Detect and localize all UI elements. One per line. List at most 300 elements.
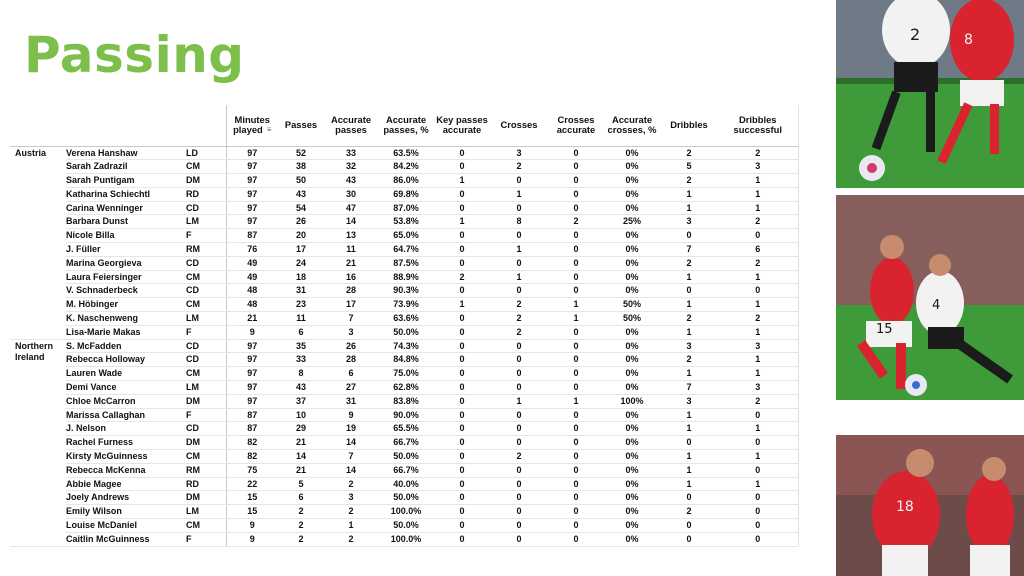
table-row [10,312,798,326]
player-name: Nicole Billa [66,229,186,243]
cell-accurate-crosses-pct: 0% [604,408,660,422]
table-row [10,298,798,312]
cell-passes: 37 [278,394,324,408]
team-name: Austria [10,146,66,339]
cell-crosses-accurate: 0 [548,422,604,436]
cell-dribbles-successful: 3 [718,339,798,353]
cell-crosses: 0 [490,477,548,491]
cell-crosses-accurate: 1 [548,312,604,326]
cell-passes: 54 [278,201,324,215]
header-accurate-crosses-pct[interactable]: Accurate crosses, % [604,105,660,146]
cell-crosses: 2 [490,450,548,464]
cell-accurate-crosses-pct: 0% [604,201,660,215]
cell-passes: 2 [278,532,324,546]
player-position: CD [186,201,226,215]
cell-crosses-accurate: 0 [548,505,604,519]
player-name: J. Nelson [66,422,186,436]
table-header [10,105,798,146]
cell-minutes-played: 9 [226,519,278,533]
cell-key-passes-accurate: 1 [434,174,490,188]
header-key-passes-accurate[interactable]: Key passes accurate [434,105,490,146]
header-crosses[interactable]: Crosses [490,105,548,146]
cell-accurate-passes-pct: 53.8% [378,215,434,229]
cell-accurate-passes-pct: 75.0% [378,367,434,381]
table-row [10,174,798,188]
cell-dribbles: 2 [660,312,718,326]
table-row [10,491,798,505]
cell-dribbles: 1 [660,408,718,422]
table-row [10,532,798,546]
table-row [10,270,798,284]
cell-crosses-accurate: 0 [548,229,604,243]
cell-key-passes-accurate: 0 [434,201,490,215]
cell-crosses-accurate: 0 [548,256,604,270]
cell-accurate-crosses-pct: 0% [604,284,660,298]
player-position: CD [186,422,226,436]
cell-accurate-passes-pct: 84.2% [378,160,434,174]
cell-crosses: 0 [490,174,548,188]
table-row [10,229,798,243]
cell-passes: 2 [278,519,324,533]
cell-accurate-crosses-pct: 0% [604,367,660,381]
player-name: Louise McDaniel [66,519,186,533]
player-name: Rachel Furness [66,436,186,450]
cell-accurate-crosses-pct: 0% [604,243,660,257]
cell-dribbles-successful: 1 [718,270,798,284]
passing-table [10,105,798,547]
cell-minutes-played: 48 [226,298,278,312]
cell-accurate-passes: 21 [324,256,378,270]
cell-crosses: 0 [490,201,548,215]
cell-crosses: 2 [490,312,548,326]
cell-dribbles-successful: 1 [718,422,798,436]
header-accurate-passes[interactable]: Accurate passes [324,105,378,146]
player-name: Lauren Wade [66,367,186,381]
cell-minutes-played: 97 [226,394,278,408]
cell-accurate-passes: 2 [324,532,378,546]
cell-accurate-crosses-pct: 0% [604,532,660,546]
cell-accurate-crosses-pct: 0% [604,229,660,243]
player-name: Marissa Callaghan [66,408,186,422]
cell-passes: 21 [278,463,324,477]
cell-dribbles-successful: 2 [718,146,798,160]
cell-passes: 52 [278,146,324,160]
cell-crosses: 0 [490,422,548,436]
cell-dribbles-successful: 1 [718,187,798,201]
cell-key-passes-accurate: 0 [434,256,490,270]
header-team [10,105,66,146]
cell-crosses: 0 [490,381,548,395]
player-name: Katharina Schiechtl [66,187,186,201]
cell-accurate-passes: 19 [324,422,378,436]
player-position: CM [186,160,226,174]
table-row [10,284,798,298]
player-position: LM [186,312,226,326]
cell-accurate-passes-pct: 63.6% [378,312,434,326]
cell-minutes-played: 76 [226,243,278,257]
table-row [10,160,798,174]
player-name: Emily Wilson [66,505,186,519]
jersey-number: 15 [876,322,893,337]
cell-accurate-passes-pct: 73.9% [378,298,434,312]
cell-crosses: 0 [490,532,548,546]
cell-accurate-crosses-pct: 0% [604,450,660,464]
cell-dribbles: 1 [660,298,718,312]
table-row [10,381,798,395]
player-name: Sarah Puntigam [66,174,186,188]
cell-passes: 43 [278,381,324,395]
cell-crosses-accurate: 0 [548,353,604,367]
cell-passes: 10 [278,408,324,422]
cell-dribbles: 2 [660,174,718,188]
player-position: CM [186,270,226,284]
player-position: DM [186,436,226,450]
table-row [10,353,798,367]
cell-passes: 6 [278,491,324,505]
cell-crosses-accurate: 0 [548,187,604,201]
cell-accurate-crosses-pct: 0% [604,325,660,339]
sort-icon[interactable]: ≡ [266,125,272,135]
cell-crosses-accurate: 0 [548,463,604,477]
player-position: LM [186,381,226,395]
cell-minutes-played: 97 [226,367,278,381]
cell-dribbles-successful: 1 [718,450,798,464]
header-passes[interactable]: Passes [278,105,324,146]
header-minutes-played[interactable]: Minutes played ≡ [226,105,278,146]
cell-dribbles: 1 [660,201,718,215]
cell-passes: 43 [278,187,324,201]
player-name: Abbie Magee [66,477,186,491]
table-row [10,339,798,353]
cell-crosses: 0 [490,408,548,422]
header-crosses-accurate[interactable]: Crosses accurate [548,105,604,146]
cell-accurate-crosses-pct: 0% [604,477,660,491]
cell-passes: 6 [278,325,324,339]
cell-accurate-passes-pct: 50.0% [378,450,434,464]
table-row [10,243,798,257]
cell-dribbles: 7 [660,243,718,257]
cell-dribbles-successful: 0 [718,284,798,298]
cell-minutes-played: 97 [226,146,278,160]
cell-crosses-accurate: 0 [548,339,604,353]
cell-minutes-played: 49 [226,270,278,284]
cell-dribbles: 2 [660,353,718,367]
cell-crosses-accurate: 0 [548,367,604,381]
player-name: Demi Vance [66,381,186,395]
cell-dribbles: 1 [660,477,718,491]
table-row [10,408,798,422]
cell-dribbles: 3 [660,215,718,229]
cell-accurate-passes-pct: 87.0% [378,201,434,215]
cell-minutes-played: 97 [226,353,278,367]
player-position: F [186,408,226,422]
cell-minutes-played: 75 [226,463,278,477]
player-position: LD [186,146,226,160]
cell-accurate-passes: 33 [324,146,378,160]
player-position: CD [186,353,226,367]
team-name: Northern Ireland [10,339,66,546]
cell-minutes-played: 15 [226,491,278,505]
table-row [10,463,798,477]
player-name: V. Schnaderbeck [66,284,186,298]
cell-minutes-played: 22 [226,477,278,491]
cell-minutes-played: 97 [226,201,278,215]
cell-dribbles-successful: 1 [718,201,798,215]
cell-passes: 50 [278,174,324,188]
cell-accurate-passes-pct: 64.7% [378,243,434,257]
player-position: DM [186,491,226,505]
cell-dribbles: 1 [660,450,718,464]
cell-crosses-accurate: 0 [548,408,604,422]
cell-minutes-played: 49 [226,256,278,270]
player-position: CM [186,298,226,312]
cell-crosses: 0 [490,229,548,243]
cell-accurate-passes-pct: 83.8% [378,394,434,408]
cell-key-passes-accurate: 0 [434,160,490,174]
table-row [10,187,798,201]
cell-crosses-accurate: 1 [548,394,604,408]
cell-crosses-accurate: 0 [548,532,604,546]
player-name: Joely Andrews [66,491,186,505]
cell-minutes-played: 82 [226,436,278,450]
cell-crosses: 1 [490,394,548,408]
cell-crosses: 0 [490,353,548,367]
cell-key-passes-accurate: 0 [434,284,490,298]
cell-dribbles-successful: 0 [718,229,798,243]
cell-dribbles-successful: 3 [718,160,798,174]
cell-crosses-accurate: 0 [548,450,604,464]
cell-accurate-passes-pct: 66.7% [378,463,434,477]
cell-accurate-passes-pct: 40.0% [378,477,434,491]
cell-crosses: 1 [490,270,548,284]
cell-crosses-accurate: 0 [548,491,604,505]
cell-dribbles-successful: 0 [718,436,798,450]
photo-match-tackle [836,195,1024,400]
player-name: Verena Hanshaw [66,146,186,160]
cell-crosses: 3 [490,146,548,160]
player-position: LM [186,505,226,519]
cell-accurate-passes: 9 [324,408,378,422]
cell-minutes-played: 97 [226,381,278,395]
jersey-number: 8 [964,32,973,48]
cell-accurate-passes-pct: 87.5% [378,256,434,270]
cell-passes: 18 [278,270,324,284]
cell-passes: 21 [278,436,324,450]
cell-dribbles: 0 [660,519,718,533]
cell-key-passes-accurate: 0 [434,353,490,367]
cell-dribbles-successful: 1 [718,325,798,339]
cell-passes: 8 [278,367,324,381]
cell-key-passes-accurate: 1 [434,215,490,229]
jersey-number: 2 [910,25,921,44]
cell-crosses-accurate: 0 [548,270,604,284]
cell-minutes-played: 87 [226,422,278,436]
page-title: Passing [24,26,245,84]
cell-minutes-played: 97 [226,187,278,201]
cell-dribbles: 1 [660,367,718,381]
cell-key-passes-accurate: 0 [434,532,490,546]
cell-minutes-played: 9 [226,325,278,339]
table-row [10,450,798,464]
cell-accurate-passes: 13 [324,229,378,243]
cell-accurate-passes: 43 [324,174,378,188]
cell-dribbles-successful: 2 [718,215,798,229]
cell-crosses: 1 [490,243,548,257]
cell-key-passes-accurate: 0 [434,463,490,477]
cell-accurate-passes-pct: 84.8% [378,353,434,367]
cell-dribbles: 2 [660,256,718,270]
cell-crosses: 0 [490,339,548,353]
cell-accurate-crosses-pct: 0% [604,519,660,533]
cell-dribbles: 3 [660,339,718,353]
cell-dribbles: 1 [660,463,718,477]
cell-key-passes-accurate: 2 [434,270,490,284]
cell-accurate-passes: 14 [324,436,378,450]
cell-accurate-passes-pct: 62.8% [378,381,434,395]
cell-accurate-crosses-pct: 0% [604,187,660,201]
cell-passes: 11 [278,312,324,326]
cell-accurate-passes: 2 [324,505,378,519]
cell-accurate-crosses-pct: 0% [604,505,660,519]
cell-accurate-passes-pct: 50.0% [378,519,434,533]
cell-minutes-played: 9 [226,532,278,546]
cell-accurate-passes-pct: 100.0% [378,505,434,519]
cell-accurate-crosses-pct: 50% [604,312,660,326]
cell-key-passes-accurate: 1 [434,298,490,312]
cell-key-passes-accurate: 0 [434,394,490,408]
cell-dribbles: 1 [660,270,718,284]
cell-key-passes-accurate: 0 [434,505,490,519]
player-position: CM [186,519,226,533]
cell-minutes-played: 97 [226,215,278,229]
cell-passes: 20 [278,229,324,243]
cell-accurate-passes-pct: 65.5% [378,422,434,436]
cell-minutes-played: 97 [226,160,278,174]
cell-accurate-passes: 31 [324,394,378,408]
cell-accurate-passes: 1 [324,519,378,533]
cell-crosses-accurate: 0 [548,519,604,533]
player-position: F [186,325,226,339]
cell-key-passes-accurate: 0 [434,491,490,505]
cell-key-passes-accurate: 0 [434,477,490,491]
cell-dribbles: 3 [660,394,718,408]
cell-accurate-crosses-pct: 25% [604,215,660,229]
cell-dribbles-successful: 3 [718,381,798,395]
header-accurate-passes-pct[interactable]: Accurate passes, % [378,105,434,146]
cell-crosses: 0 [490,463,548,477]
header-dribbles[interactable]: Dribbles [660,105,718,146]
cell-accurate-passes-pct: 69.8% [378,187,434,201]
cell-passes: 33 [278,353,324,367]
cell-minutes-played: 87 [226,229,278,243]
table-row [10,505,798,519]
player-name: Rebecca Holloway [66,353,186,367]
cell-accurate-passes: 3 [324,325,378,339]
player-position: F [186,532,226,546]
cell-accurate-passes: 28 [324,353,378,367]
cell-minutes-played: 97 [226,174,278,188]
cell-dribbles: 2 [660,505,718,519]
player-name: Lisa-Marie Makas [66,325,186,339]
player-name: Barbara Dunst [66,215,186,229]
cell-accurate-passes: 14 [324,215,378,229]
header-dribbles-successful[interactable]: Dribbles successful [718,105,798,146]
cell-crosses: 0 [490,367,548,381]
cell-accurate-passes: 17 [324,298,378,312]
cell-key-passes-accurate: 0 [434,450,490,464]
cell-accurate-crosses-pct: 0% [604,256,660,270]
cell-crosses-accurate: 2 [548,215,604,229]
cell-crosses: 0 [490,256,548,270]
cell-minutes-played: 97 [226,339,278,353]
cell-dribbles: 0 [660,436,718,450]
player-name: M. Höbinger [66,298,186,312]
cell-crosses-accurate: 0 [548,146,604,160]
player-position: CD [186,339,226,353]
cell-dribbles-successful: 2 [718,256,798,270]
cell-crosses-accurate: 0 [548,174,604,188]
player-name: Rebecca McKenna [66,463,186,477]
player-position: RM [186,463,226,477]
cell-passes: 2 [278,505,324,519]
cell-dribbles-successful: 2 [718,312,798,326]
cell-passes: 24 [278,256,324,270]
cell-key-passes-accurate: 0 [434,519,490,533]
cell-accurate-passes-pct: 50.0% [378,491,434,505]
player-name: Chloe McCarron [66,394,186,408]
cell-accurate-crosses-pct: 0% [604,270,660,284]
table-row [10,146,798,160]
cell-accurate-passes: 14 [324,463,378,477]
table-row [10,256,798,270]
cell-dribbles-successful: 0 [718,491,798,505]
cell-dribbles: 1 [660,422,718,436]
player-position: CD [186,284,226,298]
cell-minutes-played: 48 [226,284,278,298]
table-row [10,215,798,229]
cell-crosses: 2 [490,298,548,312]
cell-key-passes-accurate: 0 [434,229,490,243]
table-row [10,201,798,215]
cell-key-passes-accurate: 0 [434,408,490,422]
player-position: RD [186,477,226,491]
cell-dribbles-successful: 2 [718,394,798,408]
cell-accurate-crosses-pct: 0% [604,381,660,395]
cell-accurate-crosses-pct: 0% [604,422,660,436]
cell-dribbles-successful: 0 [718,532,798,546]
cell-accurate-passes: 7 [324,312,378,326]
cell-dribbles-successful: 1 [718,298,798,312]
cell-accurate-passes-pct: 50.0% [378,325,434,339]
table-row [10,477,798,491]
cell-accurate-passes: 11 [324,243,378,257]
cell-dribbles: 5 [660,160,718,174]
cell-key-passes-accurate: 0 [434,325,490,339]
cell-crosses: 2 [490,325,548,339]
cell-accurate-crosses-pct: 0% [604,491,660,505]
cell-dribbles: 2 [660,146,718,160]
player-position: RM [186,243,226,257]
table-row [10,367,798,381]
cell-key-passes-accurate: 0 [434,243,490,257]
cell-key-passes-accurate: 0 [434,381,490,395]
cell-key-passes-accurate: 0 [434,367,490,381]
cell-dribbles: 0 [660,532,718,546]
player-position: RD [186,187,226,201]
player-position: LM [186,215,226,229]
cell-crosses-accurate: 0 [548,284,604,298]
cell-accurate-passes-pct: 74.3% [378,339,434,353]
